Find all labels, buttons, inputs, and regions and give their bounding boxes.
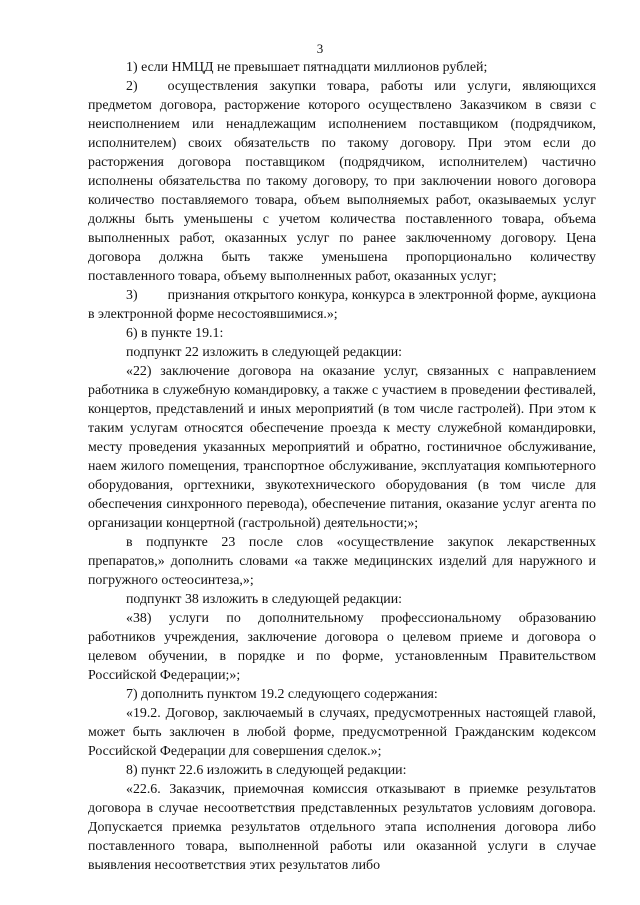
paragraph-section-8: 8) пункт 22.6 изложить в следующей редакции: (126, 763, 407, 778)
paragraph-text: осуществления закупки товара, работы или услуги, являющихся предметом договора, расторжение которого осуществлено Заказчиком в связи с неисполнением или ненадлежащим исполнением поставщиком (подрядчиком, исполнителем) своих обязательств по такому договору. При этом если до расторжения договора поставщиком (подрядчиком, исполнителем) частично исполнены обязательства по такому договору, то при заключении нового договора количество поставляемого товара, объем выполняемых работ, оказываемых услуг должны быть уменьшены с учетом количества поставленного товара, объема выполненных работ, оказанных услуг по ранее заключенному договору. Цена договора должна быть также уменьшена пропорционально количеству поставленного товара, объему выполненных работ, оказанных услуг; (88, 79, 596, 284)
paragraph-subpoint-22-intro: подпункт 22 изложить в следующей редакции: (126, 345, 403, 360)
item-number: 2) (126, 79, 138, 94)
paragraph-point-19-2: «19.2. Договор, заключаемый в случаях, предусмотренных настоящей главой, может быть заключен в любой форме, предусмотренной Гражданским кодексом Российской Федерации для совершения сделок.»; (88, 706, 596, 759)
item-number: 1) (126, 60, 138, 75)
paragraph-item-2 (88, 77, 596, 286)
paragraph-subpoint-38-intro: подпункт 38 изложить в следующей редакции: (126, 592, 403, 607)
paragraph-subpoint-38-text: «38) услуги по дополнительному профессиональному образованию работников учреждения, заключение договора о целевом приеме и договора о целевом обучении, в порядке и по форме, установленным Правительством Российской Федерации;»; (88, 611, 596, 683)
paragraph-item-1 (88, 58, 596, 77)
item-number: 3) (126, 288, 138, 303)
paragraph-subpoint-23: в подпункте 23 после слов «осуществление закупок лекарственных препаратов,» дополнить словами «а также медицинских изделий для наружного и погружного остеосинтеза,»; (88, 535, 596, 588)
page-number: 3 (316, 41, 324, 56)
paragraph-section-6: 6) в пункте 19.1: (126, 326, 224, 341)
paragraph-point-22-6: «22.6. Заказчик, приемочная комиссия отказывают в приемке результатов договора в случае несоответствия представленных результатов условиям договора. Допускается приемка результатов отдельного этапа исполнения договора либо поставленного товара, выполненной работы или оказанной услуги в случае выявления несоответствия этих результатов либо (88, 782, 596, 873)
paragraph-item-3 (88, 286, 596, 324)
paragraph-text: если НМЦД не превышает пятнадцати миллионов рублей; (141, 60, 488, 75)
paragraph-text: признания открытого конкура, конкурса в электронной форме, аукциона в электронной форме несостоявшимися.»; (88, 288, 596, 322)
document-body (88, 40, 596, 875)
paragraph-subpoint-22-text: «22) заключение договора на оказание услуг, связанных с направлением работника в служебную командировку, а также с участием в проведении фестивалей, концертов, представлений и иных мероприятий (в том числе гастролей). При этом к таким услугам относятся обеспечение проезда к месту служебной командировки, месту проведения указанных мероприятий и обратно, гостиничное обслуживание, наем жилого помещения, транспортное обслуживание, эксплуатация компьютерного оборудования, оргтехники, звукотехнического оборудования (в том числе для обеспечения синхронного перевода), обеспечение питания, оказание услуг агента по организации концертной (гастрольной) деятельности;»; (88, 364, 596, 531)
paragraph-section-7: 7) дополнить пунктом 19.2 следующего содержания: (126, 687, 438, 702)
